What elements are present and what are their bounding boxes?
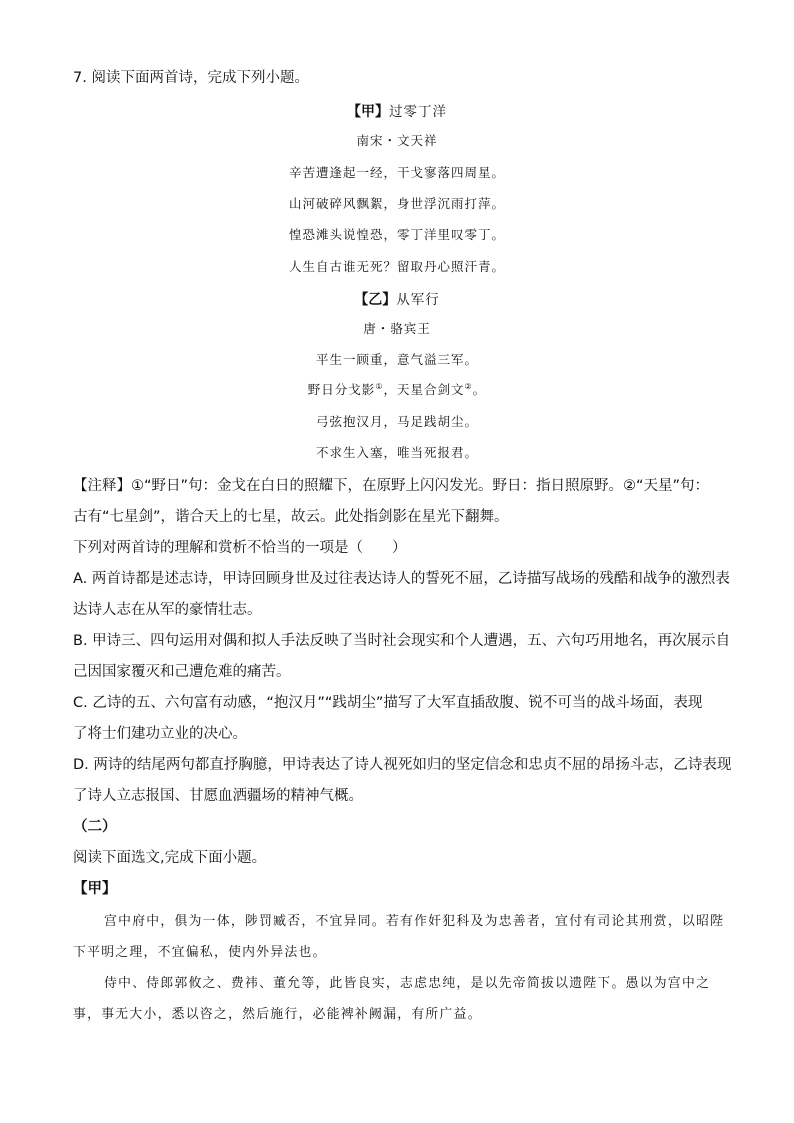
poem-a-name: 过零丁洋 bbox=[389, 104, 447, 120]
annotation-line-2: 古有“七星剑”，谐合天上的七星，故云。此处指剑影在星光下翻舞。 bbox=[73, 509, 509, 525]
footnote-marker-2: ② bbox=[464, 381, 473, 391]
poem-b-label: 【乙】 bbox=[354, 292, 397, 308]
poem-b-line-3: 弓弦抱汉月，马足践胡尘。 bbox=[315, 414, 478, 429]
poem-b-line-2-end: 。 bbox=[472, 382, 487, 397]
poem-a-line-3: 惶恐滩头说惶恐，零丁洋里叹零丁。 bbox=[288, 227, 505, 242]
poem-b-line-2-part-2: ，天星合剑文 bbox=[383, 382, 465, 397]
poem-a-title bbox=[0, 100, 794, 121]
option-b-line-1: B. 甲诗三、四句运用对偶和拟人手法反映了当时社会现实和个人遭遇，五、六句巧用地名，再次展示自 bbox=[73, 633, 731, 649]
footnote-marker-1: ① bbox=[375, 381, 384, 391]
poem-a-line-1: 辛苦遭逢起一经，干戈寥落四周星。 bbox=[288, 165, 505, 180]
passage-line-2: 下平明之理，不宜偏私，使内外异法也。 bbox=[73, 945, 327, 960]
option-a-line-2: 达诗人志在从军的豪情壮志。 bbox=[73, 602, 262, 618]
passage-line-4: 事，事无大小，悉以咨之，然后施行，必能裨补阙漏，有所广益。 bbox=[73, 1007, 482, 1022]
poem-a-label: 【甲】 bbox=[347, 104, 389, 120]
question-prompt: 下列对两首诗的理解和赏析不恰当的一项是（ ） bbox=[73, 540, 407, 556]
option-c-line-1: C. 乙诗的五、六句富有动感，“抱汉月”“践胡尘”描写了大军直插敌腹、锐不可当的战斗场面，表现 bbox=[73, 695, 703, 711]
poem-b-line-1: 平生一顾重，意气溢三军。 bbox=[315, 352, 478, 367]
option-d-line-2: 了诗人立志报国、甘愿血洒疆场的精神气概。 bbox=[73, 788, 363, 804]
passage-a-label: 【甲】 bbox=[73, 881, 117, 897]
poem-a-line-2: 山河破碎风飘絮，身世浮沉雨打萍。 bbox=[288, 196, 505, 211]
section-heading: （二） bbox=[73, 819, 117, 835]
poem-b-line-2 bbox=[0, 380, 794, 398]
option-b-line-2: 己因国家覆灭和己遭危难的痛苦。 bbox=[73, 664, 291, 680]
option-d-line-1: D. 两诗的结尾两句都直抒胸臆，甲诗表达了诗人视死如归的坚定信念和忠贞不屈的昂扬斗志，乙诗表现 bbox=[73, 757, 732, 773]
poem-a-line-4: 人生自古谁无死？留取丹心照汗青。 bbox=[288, 259, 505, 274]
section-instruction: 阅读下面选文,完成下面小题。 bbox=[73, 850, 267, 866]
question-stem: 7. 阅读下面两首诗，完成下列小题。 bbox=[73, 70, 309, 86]
poem-b-line-2-part-1: 野日分戈影 bbox=[307, 382, 376, 397]
poem-b-name: 从军行 bbox=[396, 292, 440, 308]
poem-a-author: 南宋・文天祥 bbox=[356, 133, 438, 148]
poem-b-author: 唐・骆宾王 bbox=[363, 321, 431, 336]
option-c-line-2: 了将士们建功立业的决心。 bbox=[73, 726, 247, 742]
passage-line-3: 侍中、侍郎郭攸之、费祎、董允等，此皆良实，志虑忠纯，是以先帝简拔以遗陛下。愚以为宫中之 bbox=[104, 976, 711, 991]
option-a-line-1: A. 两首诗都是述志诗，甲诗回顾身世及过往表达诗人的誓死不屈，乙诗描写战场的残酷和战争的激烈表 bbox=[73, 571, 730, 587]
passage-line-1: 宫中府中，俱为一体，陟罚臧否，不宜异同。若有作奸犯科及为忠善者，宜付有司论其刑赏，以昭陛 bbox=[104, 914, 725, 929]
annotation-line-1: 【注释】①“野日”句：金戈在白日的照耀下，在原野上闪闪发光。野日：指日照原野。②“天星”句： bbox=[73, 478, 710, 494]
poem-b-line-4: 不求生入塞，唯当死报君。 bbox=[315, 445, 478, 460]
poem-b-title bbox=[0, 288, 794, 309]
